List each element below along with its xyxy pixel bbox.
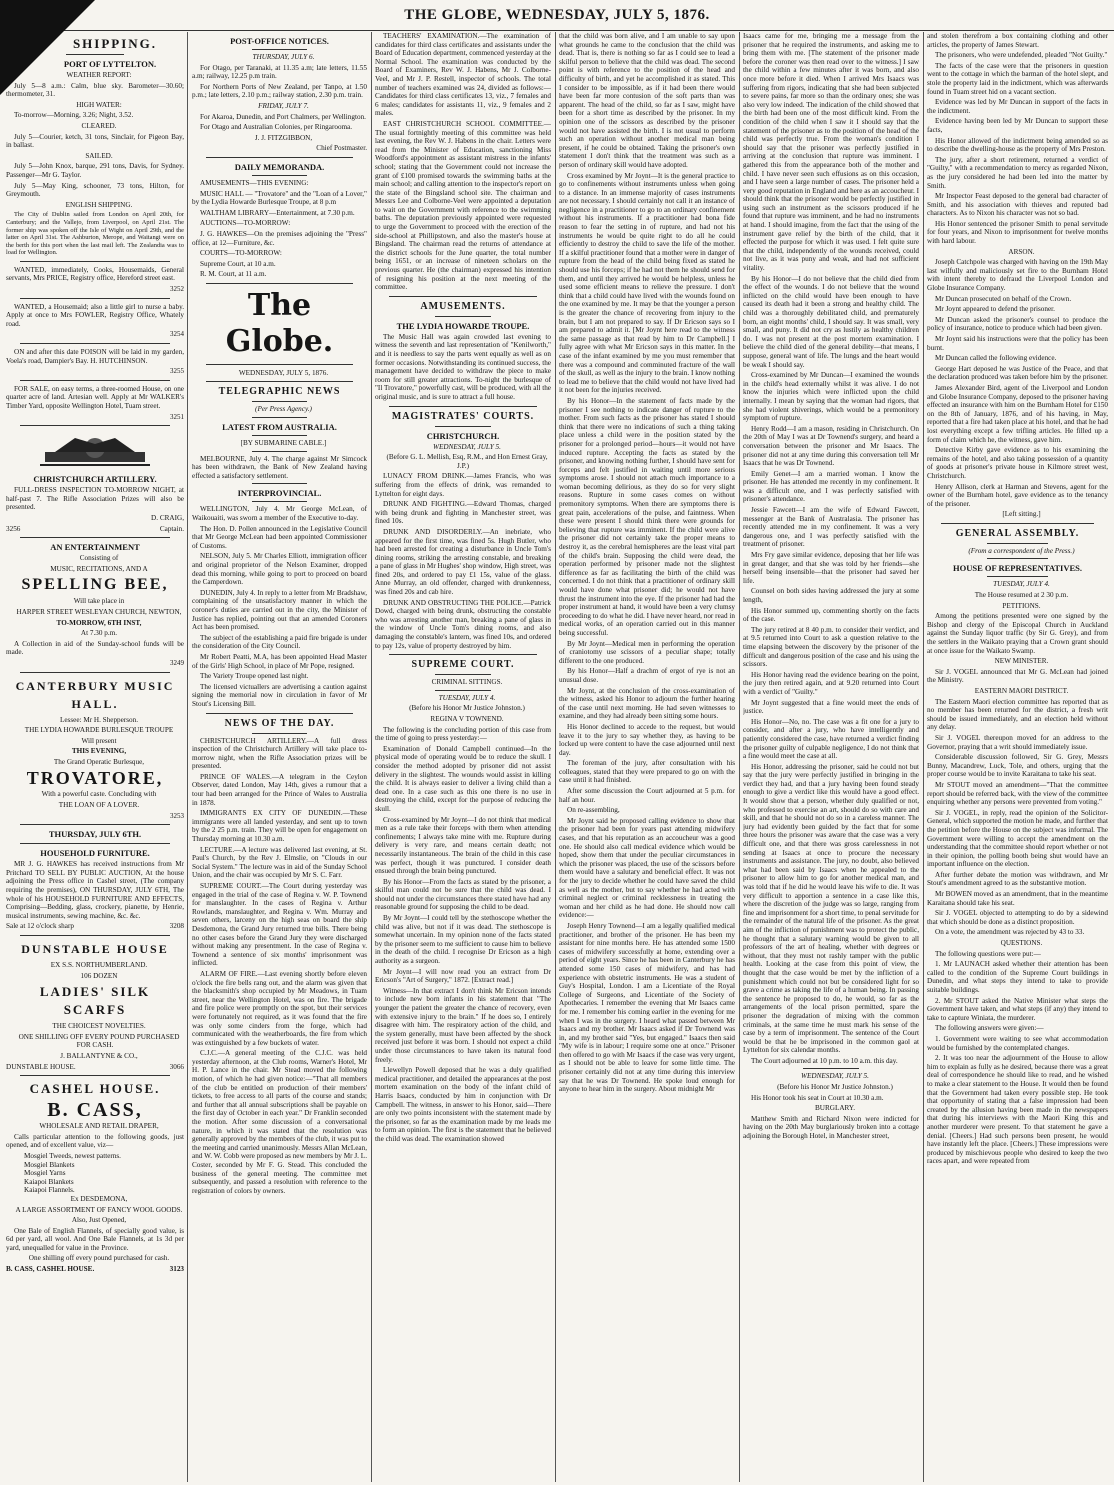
thursday-head: THURSDAY, JULY 6TH. [48, 829, 142, 840]
english-shipping-head: ENGLISH SHIPPING. [65, 200, 133, 209]
supreme-date: TUESDAY, JULY 4. [438, 693, 496, 702]
music-hall-evening: THIS EVENING, [71, 747, 127, 756]
entertainment-time: At 7.30 p.m. [80, 629, 118, 638]
petitions-head: PETITIONS. [1002, 601, 1041, 610]
supreme-text: By Mr Joynt—I could tell by the stethoscope whether the child was alive, but not if it was dead. The stethoscope is somewhat uncertain. In my opinion none of the facts stated by the prisoner seem to me sufficient to cause him to believe in the death of the child. I recognise Dr Ericson as a high authority as a surgeon. [375, 914, 551, 966]
court-text: James Alexander Bird, agent of the Liverpool and London and Globe Insurance Company, deposed to the prisoner having effected an insurance with him on the Burnham Hotel for £150 on the 8th of January, 1876, and of his having, in May, reported that a fire had taken place at his hotel, and that he had lost everything except a few trifling articles. He filled up a form of claim which he, the witness, gave him. [927, 383, 1108, 444]
court-text: Mr Inspector Feast deposed to the general bad character of Smith, and his association with thieves and reputed bad characters. As to Nixon his character was not so bad. [927, 192, 1108, 218]
memo-hawkes: J. G. HAWKES—On the premises adjoining the "Press" office, at 12—Furniture, &c. [192, 229, 367, 247]
magistrates-date: WEDNESDAY, JULY 5. [433, 442, 501, 451]
supreme-text: By Mr Joynt—Medical men in performing the operation of craniotomy use scissors of a peculiar shape; totally different to the one produced. [559, 639, 735, 665]
amusements-head: AMUSEMENTS. [420, 300, 506, 312]
list-item: Mosgiel Tweeds, newest patterns. [24, 1151, 121, 1160]
court-text: His Honor allowed of the indictment being amended so as to describe the dwelling-house as the property of Mrs Preston. [927, 136, 1108, 154]
post-rank: Chief Postmaster. [316, 144, 367, 153]
supreme-text: By his Honor—I do not believe that the child died from the effect of the wounds. I do not believe that the wound inflicted on the child would have been enough to have caused its death had it been a strong and healthy child. The child was a thoroughly debilitated child, and prematurely born, an eight months' child, I should say. It was small, very small, and puny. It did not cry as lustily as healthy children do. I was not present at the post mortem examination. I believe the child died of the general debility—that means, I suppose, general want of life. The lungs and the heart would be weak I should say. [743, 274, 919, 369]
advert-number: 3255 [170, 367, 184, 376]
inter-variety: The Variety Troupe opened last night. [200, 672, 309, 681]
cass-footer: B. CASS, CASHEL HOUSE. [6, 1265, 95, 1274]
trovatore-title: TROVATORE, [26, 768, 164, 789]
advert-number: 3251 [170, 412, 184, 421]
court-text: The facts of the case were that the prisoners in question went to the cottage in which the barman of the hotel slept, and stole the property laid in the indictment, which was afterwards found in Tuam street hid on a vacant section. [927, 61, 1108, 96]
supreme-text: Jessie Fawcett—I am the wife of Edward Fawcett, messenger at the Bank of Australasia. The prisoner has recently attended me in my confinement. It was a very dangerous one, and I was perfectly satisfied with the treatment of prisoner. [743, 506, 919, 549]
supreme-text: Mr Joynt—I will now read you an extract from Dr Ericson's "Art of Surgery," 1872. [Extract read.] [375, 967, 551, 985]
advert-number: 3253 [170, 811, 184, 820]
assembly-text: Mr STOUT moved an amendment—"That the committee report should be referred back, with the view of the committee enquiring whether any persons were prevented from voting." [927, 780, 1108, 807]
news-of-the-day-head: NEWS OF THE DAY. [224, 717, 335, 729]
assembly-text: Among the petitions presented were one signed by the Bishop and clergy of the Episcopal Church in Auckland against the Sunday liquor traffic (by Sir G. Grey), and from the settlers in the Waikato praying that a Crown grant should at once issue for the Waikato Swamp. [927, 612, 1108, 655]
entertainment-line: MUSIC, RECITATIONS, AND A [50, 564, 148, 573]
news-item: LECTURE.—A lecture was delivered last evening, at St. Paul's Church, by the Rev J. Elmslie, on "Clouds in our Social System." The lecture was in aid of the Sunday School Union, and the chair was occupied by Mr S. C. Farr. [192, 845, 367, 880]
supreme-case: REGINA V TOWNEND. [430, 715, 504, 723]
music-hall-lessee: Lessee: Mr H. Shepperson. [59, 715, 139, 724]
supreme-text: Cross examined by Mr Joynt—It is the general practice to go to confinements without instruments unless when going to a distance. In an immense majority of cases instruments are not necessary. I should certainly not call it an instance of negligence in a practitioner to go to an ordinary confinement without his instruments. If a practitioner had bona fide reason to fear the setting in of rupture, and had not his instruments he would be quite right to do all he could efficiently to destroy the child to save the life of the mother. If a skilful practitioner found that a mother were in danger of rupture from the head of the child being fixed as stated he should use his forceps; if he had not them he should send for them, and until they arrived he would be helpless, unless he used some efficient means to relieve the pressure. I don't think that a child could have lived with the wounds found on the one examined by me. It may be that the younger a person is the greater the chance of recovering from injury to the brain, but I am not prepared to say. If Dr Ericson says so I am prepared to admit it. [Mr Joynt here read to the witness the same passage as that read by him to Dr Campbell.] I fully agree with what Mr Ericson says in this matter. In the case of the infant examined by me you must remember that there was a compound and comminuted fracture of the wall of the skull, as well as the injury to the brain. I know nothing to lead me to believe that the child would not have lived had it not been for the injuries received. [559, 171, 735, 395]
column-2 [192, 32, 367, 1482]
cleared-head: CLEARED. [81, 121, 117, 130]
post-text: For Northern Ports of New Zealand, per Tanpo, at 1.50 p.m.; late letters, 2.10 p.m.; railway station, 2.30 p.m. train. [192, 82, 367, 100]
column-3 [375, 32, 551, 1482]
spelling-bee-title: SPELLING BEE, [21, 576, 169, 594]
east-school-committee: EAST CHRISTCHURCH SCHOOL COMMITTEE.—The usual fortnightly meeting of this committee was held last evening, the Rev W. J. Habens in the chair. Letters were read from the Minister of Education, sanctioning Miss Woodford's appointment as assistant mistress in the infants' school; stating that the Government could not increase the grant of £100 promised towards the swimming baths at the main school; and calling attention to the inspector's report on the state of the Bingsland school site. The chairman and Messrs Lee and Colborne-Veel were appointed a deputation to wait on the Government with reference to the swimming baths. The deputation previously appointed were requested to urge the Government to proceed with the erection of the side-school at Phillipstown, and also the master's house at Bingsland. The chairman read the returns of attendance at the district schools for the June quarter, the total number being 1651, or an increase of nineteen scholars on the previous quarter. He (the chairman) expressed his intention of resigning his position at the next meeting of the committee. [375, 119, 551, 292]
supreme-text: Cross-examined by Mr Duncan—I examined the wounds in the child's head externally whilst it was alive. I do not know the injuries which were inflicted upon the child internally. I mean by saying that the woman had rigors, that she had violent shiverings, which would be a premonitory symptom of rupture. [743, 371, 919, 423]
questions-head: QUESTIONS. [1000, 939, 1043, 948]
post-thursday: THURSDAY, JULY 6. [252, 53, 315, 61]
entertainment-place: Will take place in [73, 597, 125, 606]
supreme-text: His Honor having read the evidence bearing on the point, the jury then retired again, and at 9.20 returned into Court with a verdict of "Guilty." [743, 670, 919, 696]
dunstable-price: ONE SHILLING OFF EVERY POUND PURCHASED FOR CASH. [18, 1032, 180, 1050]
supreme-text: By his Honor—From the facts as stated by the prisoner, a skilful man could not be sure that the child was dead. I should not under the circumstances there stated have had any reasonable ground for supposing the child to be dead. [375, 877, 551, 912]
music-hall-present: Will present [81, 736, 117, 745]
supreme-text: His Honor declined to accede to the request, but would leave it to the jury to say whether they, as having to be locked up were content to have the case adjourned until next day. [559, 722, 735, 757]
artillery-rank: Captain. [159, 524, 184, 533]
list-item: Mosgiel Blankets [24, 1160, 75, 1169]
furniture-text: MR J. G. HAWKES has received instructions from Mr Pritchard TO SELL BY PUBLIC AUCTION, At the house adjoining the Press office in Cashel street, (The company requiring the premises), ON THURSDAY, JULY 6TH, The whole of his HOUSEHOLD FURNITURE AND EFFECTS, Comprising—Bedding, glass, crockery, pianette, by Henrie, musical instruments, sewing machine, &c. &c. [6, 860, 184, 920]
assembly-text: 2. It was too near the adjournment of the House to allow him to explain as fully as he desired, because there was a great deal of correspondence he should like to read, and he wished to make a clear statement to the House. It would then be found that the Government had taken every possible step. He took that opportunity of stating that a false impression had been created by the allusion having been made in the newspapers that during his interviews with the Maori King this and another murderer were present. To that statement he gave a denial. [Cheers.] Had such persons been present, he would have instantly left the place. [Cheers.] These impressions were produced by mischievous people who desired to keep the two races apart, and were repeated from [927, 1054, 1108, 1166]
column-5 [743, 32, 919, 1482]
cass-title: B. CASS, [47, 1099, 143, 1122]
cass-sub: WHOLESALE AND RETAIL DRAPER, [39, 1122, 159, 1131]
english-shipping-text: The City of Dublin sailed from London on April 20th, for Canterbury; and the Vallejo, from Liverpool, on April 21st. The former ship was spoken off the Isle of Wight on April 29th, and the latter on April 31st. The Ashburton, Merope, and Waitangi were on the berth for this port when the last mail left. The Zealandia was to load for Wellington. [6, 211, 184, 257]
court-text: The prisoners, who were undefended, pleaded "Not Guilty." [935, 51, 1108, 60]
eastern-maori-head: EASTERN MAORI DISTRICT. [974, 687, 1069, 695]
dunstable-qty: 106 DOZEN [80, 971, 118, 980]
post-friday: FRIDAY, JULY 7. [258, 101, 309, 110]
advert-number: 3123 [169, 1265, 184, 1274]
news-item: IMMIGRANTS EX CITY OF DUNEDIN.—These immigrants were all landed yesterday, and sent up to town by the 2 25 p.m. train. They will be open for engagement on Thursday morning at 10.30 a.m. [192, 809, 367, 844]
music-hall-title: CANTERBURY MUSIC HALL. [15, 678, 175, 711]
assembly-text: On a vote, the amendment was rejected by 43 to 33. [935, 928, 1085, 937]
furniture-sale: Sale at 12 o'clock sharp [6, 922, 74, 931]
court-text: Evidence having been led by Mr Duncan to support these facts, [927, 117, 1108, 134]
artillery-head: CHRISTCHURCH ARTILLERY. [33, 474, 157, 485]
wednesday-before: (Before his Honor Mr Justice Johnston.) [777, 1083, 893, 1092]
telegraphic-news-head: TELEGRAPHIC NEWS [218, 386, 341, 398]
house-of-representatives-head: HOUSE OF REPRESENTATIVES. [952, 563, 1083, 574]
criminal-sittings: CRIMINAL SITTINGS. [431, 678, 503, 687]
supreme-text: Mr Joynt, at the conclusion of the cross-examination of the witness, asked his Honor to adjourn the further hearing of the case until next morning. He had seven witnesses to examine, and they had already been sitting some hours. [559, 686, 735, 721]
artillery-crest-illustration [35, 430, 155, 470]
lydia-troupe-head: THE LYDIA HOWARDE TROUPE. [396, 320, 530, 331]
advert-poison: ON and after this date POISON will be laid in my garden, Voela's road, Dampier's Bay. H. HUTCHINSON. [6, 348, 184, 365]
supreme-text: Counsel on both sides having addressed the jury at some length, [743, 587, 919, 604]
assembly-text: Sir J. VOGEL, in reply, read the opinion of the Solicitor-General, which supported the motion he made, and further that the petition before the House on the subject was informal. The Government were willing to accept the amendment on the understanding that the committee should report whether or not in their opinion, the polling booth being shut would have an important influence on the election. [927, 808, 1108, 869]
burglary-head: BURGLARY. [814, 1104, 855, 1113]
supreme-text: Mrs Fry gave similar evidence, deposing that her life was in great danger, and that she was told by her friends—she herself being insensible—that the prisoner had saved her life. [743, 551, 919, 585]
memo-waltham: WALTHAM LIBRARY—Entertainment, at 7.30 p.m. [200, 208, 355, 217]
cass-flannel: One Bale of English Flannels, of specially good value, is 6d per yard, all wool. And One Bale Flannels, at 1s 3d per yard, unequalled for value in the Province. [6, 1226, 184, 1252]
assembly-text: Sir J. VOGEL thereupon moved for an address to the Governor, praying that a writ should immediately issue. [927, 733, 1108, 751]
left-sitting: [Left sitting.] [1002, 510, 1041, 519]
silk-scarfs-title: LADIES' SILK SCARFS [39, 984, 151, 1018]
cass-also: Also, Just Opened, [71, 1216, 127, 1225]
supreme-text: By his Honor—Half a drachm of ergot of rye is not an unusual dose. [559, 667, 735, 684]
cass-shilling: One shilling off every pound purchased for cash. [28, 1254, 170, 1263]
inter-nelson: NELSON, July 5. Mr Charles Elliott, immigration officer and original proprietor of the Nelson Examiner, dropped dead this morning, while going to port to proceed on board the Camperdown. [192, 552, 367, 587]
supreme-text: Isaacs came for me, bringing me a message from the prisoner that he required the instruments, and asking me to bring them with me. [The statement of the prisoner made before the coroner was then read over to the witness.] I saw the child within a few minutes after it was born, and also once more before it died. When I arrived Mrs Isaacs was suffering from rigors, indicating that she had been subjected to severe pains, far more so than the ordinary ones; she was also very low indeed. The indication of the child showed that the birth had been one of the most difficult kind. From the condition of the child when I saw it I should say that the statement of the prisoner as to the position of the head of the child was perfectly true. From the woman's condition I should say that the prisoner was perfectly justified in arriving at the conclusion that rupture was imminent. I gathered this from the appearance both of the mother and child. I have never seen such effusions as on this occasion, and I have seen a large number of cases. The prisoner held a very good reputation in England and here as an accoucheur. I should think that the prisoner would be perfectly justified in using such an instrument as the scissors produced if he found that rupture was imminent, and he had no instruments at hand. I should imagine, from the fact that the using of the instrument gave relief by the birth of the child, that it effected the purpose for which it was used. I felt quite sure that the child, independently of the wounds received, could not live, as it was puny and weak, and had not sufficient vitality. [743, 32, 919, 273]
advert-wanted-cooks: WANTED, immediately, Cooks, Housemaids, General servants, Mrs PRICE, Registry office, Hereford street east. [6, 265, 184, 283]
supreme-text: Mr Joynt said he proposed calling evidence to show that the prisoner had been for years past attending midwifery cases, and that his reputation as an accoucheur was a good one. He should also call medical evidence which would be hoped, show them that under the peculiar circumstances in which the prisoner was placed, the use of the scissors before them would have a salutary and beneficial effect. It was not for the jury to decide whether he could have saved the child as well as the mother, but to say whether he had acted with criminal neglect or criminal recklessness in treating the woman and her child as he had done. He should now call evidence:— [559, 816, 735, 920]
assembly-text: Mr BOWEN moved as an amendment, that in the meantime Karaitana should take his seat. [927, 890, 1108, 907]
weather-text: July 5—8 a.m.: Calm, blue sky. Barometer—30.60; thermometer, 31. [6, 81, 184, 99]
supreme-text: The Court adjourned at 10 p.m. to 10 a.m. this day. [751, 1056, 898, 1065]
news-item: SUPREME COURT.—The Court during yesterday was engaged in the trial of the case of Regina v. W. P. Townend for manslaughter. In the cases of Regina v. Arthur Rowlands, manslaughter, and Regina v. Wm. Murray and seven others, larceny on the high seas on board the ship Desdemona, the Grand Jury returned true bills. There being no other cases before the Grand Jury they were discharged without making any presentment. In the case of Regina v. Townend a sentence of six months' imprisonment was inflicted. [192, 882, 367, 968]
press-agency: (Per Press Agency.) [255, 405, 312, 414]
advert-wanted-housemaid: WANTED, a Housemaid; also a little girl to nurse a baby. Apply at once to Mrs FOWLER, Registry Office, Whately road. [6, 302, 184, 328]
sailed-text: July 5—May King, schooner, 73 tons, Hilton, for Greymouth. [6, 181, 184, 199]
court-text: His Honor sentenced the prisoner Smith to penal servitude for four years, and Nixon to imprisonment for twelve months with hard labour. [927, 219, 1108, 246]
assembly-text: 1. Government were waiting to see what accommodation would be furnished by the contemplated changes. [927, 1034, 1108, 1052]
post-sign: J. J. FITZGIBBON, [254, 133, 313, 142]
cass-assort: A LARGE ASSORTMENT OF FANCY WOOL GOODS. [15, 1205, 183, 1214]
supreme-text: After some discussion the Court adjourned at 5 p.m. for half an hour. [559, 787, 735, 804]
house-sat: The House resumed at 2 30 p.m. [974, 591, 1069, 600]
magistrates-case: DRUNK AND OBSTRUCTING THE POLICE.—Patrick Dowd, charged with being drunk, obstructing the constable who was arresting another man, breaking a pane of glass in the window of Uncle Tom's dining rooms, and also damaging the constable's lantern, was fined 10s, and ordered to pay 12s, value of property destroyed by him. [375, 598, 551, 650]
entertainment-note: A Collection in aid of the Sunday-school funds will be made. [6, 639, 184, 657]
supreme-text: Emily Genet—I am a married woman. I know the prisoner. He has attended me recently in my confinement. It was a difficult one, and I was perfectly satisfied with prisoner's attendance. [743, 469, 919, 504]
advert-number: 3252 [170, 285, 184, 294]
column-4 [559, 32, 735, 1482]
court-text: Joseph Catchpole was charged with having on the 19th May last wilfully and maliciously set fire to the Burnham Hotel with intent thereby to defraud the Liverpool London and Globe Insurance Company. [927, 258, 1108, 293]
supreme-text: Mr Joynt suggested that a fine would meet the ends of justice. [743, 698, 919, 716]
supreme-text: Henry Rodd—I am a mason, residing in Christchurch. On the 20th of May I was at Dr Townend's surgery, and heard a conversation between the prisoner and Mr Isaacs. The prisoner did not at any time during this conversation tell Mr Isaacs that he was Dr Townend. [743, 424, 919, 468]
news-item: CHRISTCHURCH ARTILLERY.—A full dress inspection of the Christchurch Artillery will take place to-morrow night, when the Rifle Association prizes will be presented. [192, 736, 367, 771]
advert-number: 3208 [169, 922, 184, 931]
column-6 [927, 32, 1108, 1482]
assembly-text: Sir J. VOGEL announced that Mr G. McLean had joined the Ministry. [927, 667, 1108, 685]
court-text: Mr Duncan called the following evidence. [935, 354, 1057, 363]
post-office-head: POST-OFFICE NOTICES. [230, 36, 329, 46]
supreme-before: (Before his Honor Mr Justice Johnston.) [409, 704, 525, 713]
memo-amusements: AMUSEMENTS—THIS EVENING: [200, 178, 309, 187]
inter-wellington: WELLINGTON, July 4. Mr George McLean, of Waikouaiti, was sworn a member of the Executive to-day. [192, 505, 367, 523]
supreme-text: Examination of Donald Campbell continued—In the physical mode of operating would be to reduce the skull. I consider the method adopted by prisoner did not assist delivery in the slightest. The wounds would assist in killing the child. It is always easier to deliver a living child than a dead one. In a case such as this one there is no use in destroying the child, except for the purpose of reducing the skull. [375, 744, 551, 813]
supreme-text: Llewellyn Powell deposed that he was a duly qualified medical practitioner, and detailed the appearances at the post mortem examination on the body of the infant child of Harris Isaacs, conducted by him in conjunction with Dr Campbell. The witness, in answer to his Honor, said—There are only two points inconsistent with the statement made by the prisoner, so far as the examination made by me leads me to form an opinion. The first is the statement that he believed the child was dead. The examination showed [375, 1066, 551, 1143]
cleared-text: July 5—Courier, ketch, 31 tons, Sinclair, for Pigeon Bay, in ballast. [6, 132, 184, 150]
memo-rm: R. M. Court, at 11 a.m. [200, 270, 267, 279]
court-text: Detective Kirby gave evidence as to his examining the remains of the hotel, and also taking possession of a quantity of goods at prisoner's private house in Kilmore street west, Christchurch. [927, 446, 1108, 480]
advert-number: 3249 [170, 658, 184, 667]
inter-licensed: The licensed victuallers are advertising a caution against signing the memorial now in circulation in favor of Mr Stout's Licensing Bill. [192, 682, 367, 708]
news-item: C.J.C.—A general meeting of the C.J.C. was held yesterday afternoon, at the Club rooms, Warner's Hotel, Mr H. P. Lance in the chair. Mr Stead moved the following motion, of which he had given notice:—"That all members of the club be entitled on production of their members' tickets, to free access to all parts of the course and stands; and further that all annual subscriptions shall be payable on the first day of October in each year." Dr Franklin seconded the motion. After some discussion of a conversational nature, in which it was stated that the resolution was generally approved by the members of the club, it was put to the meeting and carried unanimously. Messrs Allan McLean, and W. W. Cobb were proposed as new members by Mr J. L. Coster, seconded by Mr F. G. Stead. This concluded the business of the general meeting. The committee met subsequently, and passed a resolution with reference to the registration of colors by owners. [192, 1049, 367, 1195]
advert-number: 3256 [6, 524, 21, 533]
supreme-text: Cross-examined by Mr Joynt—I do not think that medical men as a rule take their forceps with them when attending confinements; I always take mine with me. Rupture during delivery is very rare, and means certain death; not necessarily instantaneous. The brain of the child in this case was perfect, though it was punctured. I consider death ensued through the brain being punctured. [375, 815, 551, 876]
cass-text: Calls particular attention to the following goods, just opened, and of excellent value, viz— [6, 1132, 184, 1150]
lydia-troupe-text: The Music Hall was again crowded last evening to witness the seventh and last representation of "Kenilworth," and it is needless to say the parts went equally as well as on former occasions. Notwithstanding its continued success, the management have decided to withdraw the piece to make room for still greater attractions. To-night the burlesque of "Il Trovatore," powerfully cast, will be produced, with all the original music, and is sure to attract a full house. [375, 332, 551, 401]
supreme-text: His Honor—No, no. The case was a fit one for a jury to consider, and after a jury, who have intelligently and patiently considered the case, have returned a verdict finding the prisoner guilty of culpable negligence, I do not think that a fine would meet the case at all. [743, 717, 919, 761]
post-text: For Otago, per Taranaki, at 11.35 a.m; late letters, 11.55 a.m; railway, 12.25 p.m train. [192, 63, 367, 81]
magistrates-case: DRUNK AND FIGHTING.—Edward Thomas, charged with being drunk and fighting in Manchester street, was fined 10s. [375, 500, 551, 526]
masthead: THE GLOBE, WEDNESDAY, JULY 5, 1876. [0, 0, 1114, 31]
column-1 [6, 32, 184, 1482]
globe-date: WEDNESDAY, JULY 5, 1876. [238, 368, 329, 377]
advert-number: 3066 [169, 1062, 184, 1071]
wednesday-date: WEDNESDAY, JULY 5. [801, 1072, 869, 1081]
memo-auctions: AUCTIONS—TO-MORROW: [200, 219, 291, 228]
music-hall-opera: The Grand Operatic Burlesque, [53, 757, 145, 766]
advert-number: 3254 [170, 330, 184, 339]
entertainment-head: AN ENTERTAINMENT [50, 542, 140, 553]
supreme-text: The foreman of the jury, after consultation with his colleagues, stated that they were prepared to go on with the case until it had finished. [559, 759, 735, 785]
magistrates-case: LUNACY FROM DRINK.—James Francis, who was suffering from the effects of drink, was remanded to Lyttelton for eight days. [375, 472, 551, 498]
post-text: For Otago and Australian Colonies, per Ringarooma. [200, 123, 353, 132]
artillery-sign: D. CRAIG, [151, 513, 184, 522]
furniture-head: HOUSEHOLD FURNITURE. [40, 848, 150, 859]
memo-supreme: Supreme Court, at 10 a.m. [200, 259, 276, 268]
supreme-text: On re-assembling, [567, 806, 620, 815]
supreme-text: The following is the concluding portion of this case from the time of going to press yesterday:— [375, 725, 551, 743]
magistrates-before: (Before G. L. Mellish, Esq, R.M., and Hon Ernest Gray, J.P.) [386, 453, 548, 470]
court-text: Evidence was led by Mr Duncan in support of the facts in the indictment. [927, 98, 1108, 115]
music-hall-loan: THE LOAN OF A LOVER. [58, 801, 140, 810]
court-text: The jury, after a short retirement, returned a verdict of "Guilty," with a recommendation to mercy as regarded Nixon, as the jury considered he had been led into the matter by Smith. [927, 155, 1108, 190]
list-item: Mosgiel Yarns [24, 1169, 66, 1178]
entertainment-where: HARPER STREET WESLEYAN CHURCH, NEWTON, [16, 607, 182, 616]
dunstable-title: DUNSTABLE HOUSE [21, 942, 169, 956]
dunstable-sub: EX S.S. NORTHUMBERLAND. [50, 961, 148, 969]
cass-ex: Ex DESDEMONA, [70, 1194, 128, 1203]
inter-subject: The subject of the establishing a paid fire brigade is under the consideration of the City Council. [192, 633, 367, 651]
news-item: PRINCE OF WALES.—A telegram in the Ceylon Observer, dated London, May 14th, gives a rumour that a tour had been arranged for the Prince of Wales to Australia in 1878. [192, 772, 367, 807]
magistrates-courts-head: MAGISTRATES' COURTS. [391, 410, 535, 422]
interprovincial-head: INTERPROVINCIAL. [237, 488, 322, 499]
dunstable-addr: DUNSTABLE HOUSE. [6, 1062, 76, 1071]
new-minister-head: NEW MINISTER. [994, 657, 1049, 666]
dunstable-novel: THE CHOICEST NOVELTIES. [52, 1022, 146, 1031]
inter-dunedin: DUNEDIN, July 4. In reply to a letter from Mr Bradshaw, complaining of the unsatisfactory manner in which the coroner's duties are carried out in the city, the Minister of Justice has replied, pointing out that an amended Coroners Act has been promised. [192, 588, 367, 632]
general-assembly-head: GENERAL ASSEMBLY. [955, 527, 1080, 539]
entertainment-sub: Consisting of [79, 554, 119, 563]
correspondent-note: (From a correspondent of the Press.) [968, 546, 1075, 555]
list-item: Kaiapoi Blankets [24, 1177, 74, 1186]
list-item: Kaiapoi Flannels. [24, 1186, 75, 1195]
artillery-text: FULL-DRESS INSPECTION TO-MORROW NIGHT, at half-past 7. The Rifle Association Prizes will also be presented. [6, 486, 184, 512]
court-text: Mr Joynt said his instructions were that the policy has been burnt. [927, 335, 1108, 352]
entertainment-when: TO-MORROW, 6TH INST, [56, 618, 142, 627]
latest-australia-head: LATEST FROM AUSTRALIA. [222, 422, 337, 433]
assembly-text: The Eastern Maori election committee has reported that as no member has been returned for the district, a fresh writ should be issued immediately, and an election held without any delay. [927, 697, 1108, 732]
court-text: Mr Duncan prosecuted on behalf of the Crown. [935, 294, 1072, 303]
assembly-text: Sir J. VOGEL objected to attempting to do by a sidewind that which should be done as a distinct proposition. [927, 909, 1108, 926]
inter-fox: The Hon. D. Pollen announced in the Legislative Council that Mr George McLean had been appointed Commissioner of Customs. [192, 524, 367, 550]
assembly-text: The following questions were put:— [935, 949, 1041, 958]
house-date: TUESDAY, JULY 4. [993, 580, 1050, 589]
port-title: PORT OF LYTTELTON. [63, 59, 157, 69]
memoranda-head: DAILY MEMORANDA. [234, 161, 325, 172]
supreme-text: Joseph Henry Townend—I am a legally qualified medical practitioner, and brother of the prisoner. He has been my assistant for nine months here. He has attended some 1500 cases of midwifery successfully at home, extending over a period of eight years. Since he has been in Canterbury he has attended some 150 cases of midwifery, and has had experience with obstetric instruments. He was a student of Guy's Hospital, London. I am a Licentiate of the Royal College of Surgeons, and Licentiate of the Society of Apothecaries. I remember the evening that Mr Isaacs came for me. I remember his coming earlier in the evening for me when I was in the surgery. I heard what passed between Mr Isaacs and my brother. Mr Isaacs asked if Dr Townend was in, and my brother said "Yes, but engaged." Isaacs then said "My wife is in labour; I require some one at once." Prisoner then offered to go with Mr Isaacs if the case was very urgent, as I should not be able to leave for some little time. The prisoner certainly did not at any time during this interview say that he was Dr Townend. He spoke loud enough for anyone to hear him in the surgery. About midnight Mr [559, 921, 735, 1094]
music-hall-comedy: With a powerful caste. Concluding with [41, 790, 157, 799]
music-hall-troupe: THE LYDIA HOWARDE BURLESQUE TROUPE [24, 726, 174, 735]
court-text: Henry Allison, clerk at Harman and Stevens, agent for the owner of the Burnham hotel, gave evidence as to the tenancy of the prisoner. [927, 482, 1108, 508]
assembly-text: 2. Mr STOUT asked the Native Minister what steps the Government have taken, and what steps (if any) they intend to take to capture Winiata, the murderer. [927, 996, 1108, 1022]
magistrates-place: CHRISTCHURCH. [426, 430, 500, 441]
memo-music-hall: MUSIC HALL — "Trovatore" and the "Loan of a Lover," by the Lydia Howarde Burlesque Troupe, at 8 p.m [192, 189, 367, 207]
supreme-text: By his Honor—In the statement of facts made by the prisoner I see nothing to indicate danger of rupture to the mother. From such facts as the prisoner has stated I should think that there were no indications of such a thing taking place unless a child were in the position stated by the prisoner for a prolonged period—hours—it would not have induced rupture. Accepting the facts as stated by the prisoner, and knowing nothing further, I should have sent for forceps and felt justified in waiting until more serious symptoms arose. I should not attach much importance to a woman becoming delirious, as they do so for very slight reasons. Rupture in some cases comes on without premonitory symptoms. When there are symptoms there is great pain, accelerations of the pulse, and faintness. When these were present I should think there were grounds for believing that rupture was imminent. If the child were alive the prisoner did not certainly take the proper means to destroy it, as the cerebral hemispheres are the least vital part of the child's brain. Supposing the child were dead, the operation performed by prisoner made not the slightest difference as far as facilitating the birth of the child was concerned. I do not think that a practitioner of ordinary skill would have done what prisoner did; he would not have thrust the instrument into the eye. If the prisoner had had the proper instrument at hand, it would have been a very clumsy proceeding to do what he did. I have never heard, nor read in medical works, of an operation carried out in this manner being successful. [559, 396, 735, 637]
arson-head: ARSON. [1008, 247, 1035, 256]
supreme-text: His Honor summed up, commenting shortly on the facts of the case. [743, 606, 919, 624]
melbourne-report: MELBOURNE, July 4. The charge against Mr Simcock has been withdrawn, the Bank of New Zealand having effected a satisfactory settlement. [192, 454, 367, 480]
court-text: George Hart deposed he was Justice of the Peace, and that the declaration produced was taken before him by the prisoner. [927, 364, 1108, 382]
inter-peatti: Mr Robert Peatti, M.A, has been appointed Head Master of the Girls' High School, in place of Mr Pope, resigned. [192, 652, 367, 670]
post-text: For Akaroa, Dunedin, and Port Chalmers, per Wellington. [200, 112, 366, 121]
the-globe-title: The Globe. [225, 287, 334, 359]
assembly-text: After further debate the motion was withdrawn, and Mr Stout's amendment agreed to as the substantive motion. [927, 870, 1108, 888]
assembly-text: The following answers were given:— [935, 1024, 1044, 1033]
wednesday-took: His Honor took his seat in Court at 10.30 a.m. [751, 1093, 884, 1102]
assembly-text: 1. Mr LAUNACH asked whether their attention has been called to the condition of the Supreme Court buildings in Dunedin, and what steps they intend to take to provide suitable buildings. [927, 960, 1108, 994]
cass-item-list [6, 1152, 184, 1195]
court-text: Mr Duncan asked the prisoner's counsel to produce the policy of insurance, notice to produce which had been given. [927, 315, 1108, 333]
supreme-text: His Honor, addressing the prisoner, said he could not but say that the jury were perfectly justified in bringing in the verdict they had, and that a jury having been found steady enough to give a verdict like this would have a good effect. It would show that a person, whether duly qualified or not, who professed to exercise an art, should do so with care and skill, and that he should not do so in a careless manner. The jury had evidently been guided by the fact that for some three hours the prisoner was aware that the case was a very difficult one, and that there was gross carelessness in not sending at Isaacs at once to procure the necessary instruments and assistance. The jury, no doubt, also believed what had been said by Isaacs when he appealed to the prisoner to allow him to go for another medical man, and was told that if he did he would leave his wife to die. It was very difficult to apportion a sentence in a case like this, where the discretion of the judge was so large, ranging from fine and imprisonment for a short time, to penal servitude for the remainder of the natural life of the prisoner. As the great aim of the infliction of punishment was to protect the public, he thought that a salutary warning would be given to all professors of the art of healing, whether with degrees or without, that they must not rashly tamper with the public health. Looking at the case from this point of view, the thought that the case would be met by the infliction of a punishment which could not but be considered light for so grave a crime as taking the life of a human being. In passing the sentence he proposed to do, he would, so far as the arrangements of the local prison permitted, spare the prisoner the degradation of mixing with the common criminals, at the same time he must mark his sense of the case by a term of imprisonment. The sentence of the Court would be that he be imprisoned in the common gaol at Lyttelton for six calendar months. [743, 762, 919, 1055]
weather-head: WEATHER REPORT: [66, 71, 132, 79]
burglary-text: Matthew Smith and Richard Nixon were indicted for having on the 20th May burglariously broken into a cottage adjoining the Borough Hotel, in Manchester street, [743, 1114, 919, 1141]
supreme-text: that the child was born alive, and I am unable to say upon what grounds he came to the conclusion that the child was dead. That is, there is nothing so far as I could see to lead a skilful person to believe that the child was dead. The second point is with reference to the position of the head and difficulty of birth, and yet he accomplished it as stated. This I consider to be impossible, as if it had been there would have been far more contusion of the soft parts than was apparent. The head of the child, so far as I saw, might have been for a short time as described by the prisoner. In my opinion one of the scissors as described by the prisoner would not have assisted the birth. I is not usual to perform such an operation without another medical man being present, if he could be obtained. Taking the prisoner's own statement I don't think that the treatment was such as a person of ordinary skill would have adopted. [559, 32, 735, 169]
advert-for-sale: FOR SALE, on easy terms, a three-roomed House, on one quarter acre of land. Artesian well. Apply at Mr WALKER's Timber Yard, opposite Wellington Hotel, Tuam street. [6, 384, 184, 410]
dunstable-sign: J. BALLANTYNE & CO., [60, 1051, 138, 1060]
cashel-house-title: CASHEL HOUSE. [29, 1081, 161, 1097]
court-text: Mr Joynt appeared to defend the prisoner. [935, 305, 1055, 314]
columns [0, 32, 1114, 1482]
submarine-cable: [BY SUBMARINE CABLE.] [240, 439, 327, 448]
supreme-court-head: SUPREME COURT. [411, 659, 515, 671]
high-water-text: To-morrow—Morning, 3.26; Night, 3.52. [14, 111, 134, 120]
high-water-head: HIGH WATER: [76, 100, 122, 109]
teachers-examination: TEACHERS' EXAMINATION.—The examination of candidates for third class certificates and assistants under the Board of Education department, commenced yesterday at the Normal School. The examination was conducted by the Board of Examiners, Rev W. J. Habens, Mr J. Colborne-Veel, and Mr J. P. Restell, inspector of schools. The total number of teachers examined was 24, divided as follows:—Candidates for third class certificates 13, viz., 7 females and 6 males; candidates for assistants 11, viz., 9 females and 2 males. [375, 32, 551, 118]
sailed-head: SAILED. [85, 151, 113, 160]
supreme-text: Witness—In that extract I don't think Mr Ericson intends to include new born infants in his statement that "The younger the patient the greater the chance of recovery, even with extensive injury to the brain." If he does so, I entirely disagree with him. The respiratory action of the child, and the system generally, must have been affected by the shock received just before it was born. I should not expect a child under those circumstances to have taken its natural food freely. [375, 986, 551, 1064]
memo-courts: COURTS—TO-MORROW: [200, 249, 282, 258]
news-item: ALARM OF FIRE.—Last evening shortly before eleven o'clock the fire bells rang out, and the alarm was given that the blacksmith's shop occupied by Mr Meadows, in Tuam street, near the Wellington Hotel, was on fire. The brigade and fire police were promptly on the spot, but their services were fortunately not required, as it was found that the fire was only some cinders from the forge, which had communicated with the weatherboards, the fire from which was extinguished by a few buckets of water. [192, 969, 367, 1047]
sailed-text: July 5—John Knox, barque, 291 tons, Davis, for Sydney. Passenger—Mr G. Taylor. [6, 162, 184, 179]
shipping-title: SHIPPING. [72, 36, 158, 51]
assembly-text: Considerable discussion followed, Sir G. Grey, Messrs Bunny, Macandrew, Luck, Tole, and others, urging that the proper course would be to invite Karaitana to take his seat. [927, 753, 1108, 779]
court-text: and stolen therefrom a box containing clothing and other articles, the property of James Stewart. [927, 32, 1108, 49]
supreme-text: The jury retired at 8 40 p.m. to consider their verdict, and at 9.5 returned into Court to ask a question relative to the time elapsing between the discovery by the prisoner of the difficult and dangerous position of the case and his using the scissors. [743, 625, 919, 669]
magistrates-case: DRUNK AND DISORDERLY.—An inebriate, who appeared for the first time, was fined 5s. Hugh Butler, who had been arrested for creating a disturbance in Uncle Tom's dining rooms, striking the arresting constable, and breaking a pane of glass in Mr Hughes' shop window, High street, was fined 20s, and ordered to pay £1 15s, value of the glass. Anne Murray, an old offender, charged with drunkenness, was fined 20s and cab hire. [375, 527, 551, 597]
